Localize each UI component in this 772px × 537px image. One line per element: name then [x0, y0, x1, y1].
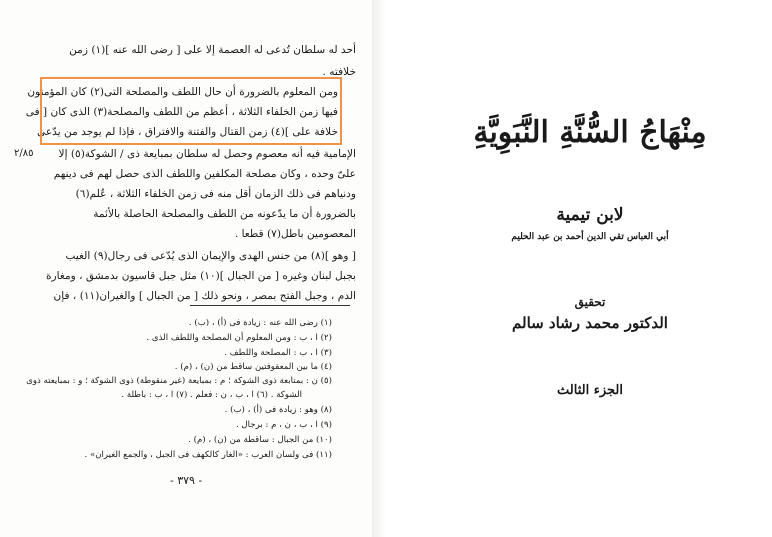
footnote: (٥) ن : بمتابعة ذوى الشوكة ؛ م : بمبايعة (غير منقوطة) ذوى الشوكة ؛ و : بمبايعته ذوى: [26, 376, 332, 386]
margin-reference: ٢/٨٥: [14, 148, 34, 159]
footnote: (٩) ا ، ب ، ن ، م : برجال .: [235, 420, 332, 430]
body-line: بالضرورة أن ما يدّعونه من اللطف والمصلحة الحاصلة بالأئمة: [93, 208, 356, 220]
footnote: الشوكة . (٦) ا ، ب ، ن : فعلم . (٧) ا ، ب : باطلة .: [121, 390, 302, 400]
footnote: (١١) فى ولسان العرب : «الغار كالكهف فى الجبل ، والجمع الغيران» .: [84, 450, 332, 460]
footnote-separator: [190, 305, 350, 306]
book-author-full: أبي العباس تقي الدين أحمد بن عبد الحليم: [511, 232, 669, 242]
body-line: ودنياهم فى ذلك الزمان أقل منه فى زمن الخلفاء الثلاثة ، عُلم(٦): [75, 188, 356, 200]
right-page: [386, 0, 772, 537]
footnote: (٣) ا ، ب : المصلحة واللطف .: [224, 348, 332, 358]
highlight-box: [25, 77, 342, 145]
body-line: خلافة على ](٤) زمن القتال والفتنة والافتراق ، فإذا لم يوجد من يدّعى: [37, 126, 338, 138]
footnote: (٨) وهو : زيادة فى (أ) ، (ب) .: [224, 405, 332, 415]
editor-name: الدكتور محمد رشاد سالم: [512, 314, 668, 332]
body-line: ومن المعلوم بالضرورة أن حال اللطف والمصلحة التى(٢) كان المؤمنون: [27, 86, 338, 98]
body-line: الإمامية فيه أنه معصوم وحصل له سلطان بمبايعة ذى / الشوكة(٥) إلا: [58, 148, 356, 160]
body-line: [ وهو ](٨) من جنس الهدى والإيمان الذى يُدّعى فى رجال(٩) الغيب: [65, 250, 356, 262]
page-number: - ٣٧٩ -: [170, 474, 203, 487]
body-line: أحد له سلطان تُدعى له العصمة إلا على [ رضى الله عنه ](١) زمن: [69, 44, 356, 56]
footnote: (١٠) من الجبال : ساقطة من (ن) ، (م) .: [188, 435, 332, 445]
book-gutter: [372, 0, 386, 537]
body-line: بجبل لبنان وغيره [ من الجبال ](١٠) مثل جبل قاسيون بدمشق ، ومغارة: [45, 270, 356, 282]
body-line: المعصومين باطل(٧) قطعا .: [234, 228, 356, 240]
body-line: الدم ، وجبل الفتح بمصر ، ونحو ذلك [ من الجبال ] والغيران(١١) ، فإن: [53, 290, 356, 302]
tahqiq-label: تحقيق: [574, 295, 606, 309]
volume-label: الجزء الثالث: [557, 383, 623, 398]
footnote: (١) رضى الله عنه : زيادة فى (أ) ، (ب) .: [188, 318, 332, 328]
body-line: خلافته .: [322, 66, 356, 78]
body-line: علىّ وحده ، وكان مصلحة المكلفين واللطف الذى حصل لهم فى دينهم: [53, 168, 356, 180]
footnote: (٤) ما بين المعقوفتين ساقط من (ن) ، (م) .: [174, 362, 332, 372]
footnote: (٢) ا ، ب : ومن المعلوم أن المصلحة واللطف الذى .: [146, 333, 332, 343]
book-title: مِنْهَاجُ السُّنَّةِ النَّبَوِيَّةِ: [473, 115, 707, 150]
book-author: لابن تيمية: [556, 205, 624, 225]
body-line: فيها زمن الخلفاء الثلاثة ، أعظم من اللطف والمصلحة(٣) الذى كان [ فى: [25, 106, 338, 118]
